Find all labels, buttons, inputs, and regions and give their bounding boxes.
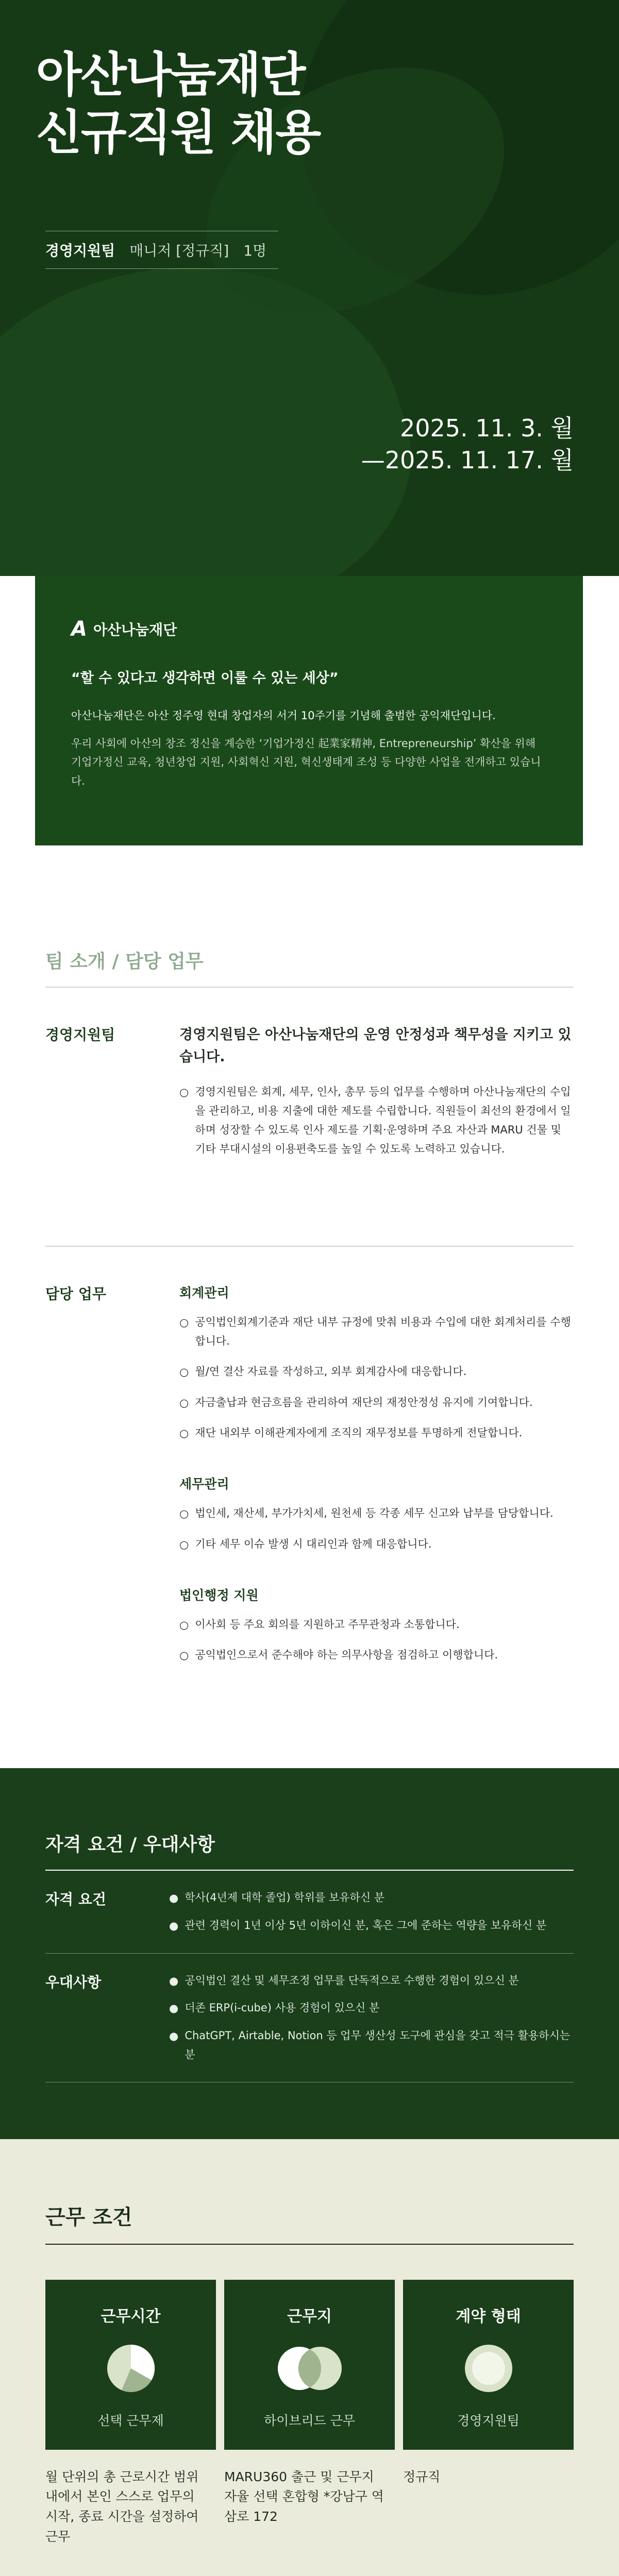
list-item (179, 1504, 574, 1523)
ring-icon (464, 2344, 513, 2393)
bullet-icon: ● (169, 2030, 179, 2043)
bullet-icon: ○ (179, 1086, 189, 1099)
list-item-text: ChatGPT, Airtable, Notion 등 업무 생산성 도구에 관심을 갖고 적극 활용하시는 분 (185, 2029, 571, 2061)
card-title: 근무시간 (101, 2307, 161, 2326)
foundation-intro-card (35, 576, 583, 845)
list-item-text: 기타 세무 이슈 발생 시 대리인과 함께 대응합니다. (195, 1537, 432, 1550)
bullet-icon: ● (169, 1919, 179, 1932)
card-description: 월 단위의 총 근로시간 범위 내에서 본인 스스로 업무의 시작, 종료 시간을 설정하여 근무 (45, 2469, 199, 2544)
conditions-section (0, 2139, 619, 2576)
date-end: —2025. 11. 17. 월 (361, 446, 574, 474)
team-body-text: 경영지원팀은 회계, 세무, 인사, 총무 등의 업무를 수행하며 아산나눔재단의 수입을 관리하고, 비용 지출에 대한 제도를 수립합니다. 직원들이 최선의 환경에서 일하며 성장할 수 있도록 인사 제도를 기획·운영하며 주요 자산과 MARU 건물 및 기타 부대시설의 이용편축도를 높일 수 있도록 노력하고 있습니다. (195, 1086, 571, 1155)
venn-diagram-icon (276, 2344, 343, 2393)
list-item (179, 1423, 574, 1443)
application-period (361, 412, 574, 476)
list-item-text: 공익법인으로서 준수해야 하는 의무사항을 점검하고 이행합니다. (195, 1649, 498, 1662)
row-label: 자격 요건 (45, 1891, 106, 1908)
condition-card (45, 2280, 216, 2547)
requirements-row (45, 1871, 574, 1954)
list-item-text: 공익법인 결산 및 세무조정 업무를 단독적으로 수행한 경험이 있으신 분 (185, 1974, 519, 1987)
card-subtitle: 하이브리드 근무 (264, 2413, 355, 2428)
card-description: 정규직 (403, 2469, 441, 2484)
title-line-1: 아산나눔재단 (36, 47, 305, 103)
hero-banner (0, 0, 619, 576)
duty-group-title: 세무관리 (179, 1477, 229, 1492)
preferences-row (45, 1954, 574, 2082)
list-item (169, 2026, 574, 2064)
list-item-text: 자금출납과 현금흐름을 관리하여 재단의 재정안정성 유지에 기여합니다. (195, 1396, 533, 1409)
list-item-text: 관련 경력이 1년 이상 5년 이하이신 분, 혹은 그에 준하는 역량을 보유하신 분 (185, 1919, 547, 1931)
team-lead-text: 경영지원팀은 아산나눔재단의 운영 안정성과 책무성을 지키고 있습니다. (179, 1027, 572, 1065)
qualification-section (0, 1768, 619, 2139)
card-subtitle: 경영지원팀 (457, 2413, 520, 2428)
bullet-icon: ○ (179, 1427, 189, 1440)
position-label: 매니저 [정규직] (129, 242, 229, 259)
list-item-text: 공익법인회계기준과 재단 내부 규정에 맞춰 비용과 수입에 대한 회계처리를 수행합니다. (195, 1316, 571, 1348)
title-line-2: 신규직원 채용 (36, 105, 321, 161)
list-item (169, 1916, 574, 1936)
list-item (169, 1998, 574, 2018)
role-summary (45, 231, 278, 269)
list-item (169, 1888, 574, 1908)
duties-row (45, 1283, 574, 1665)
condition-card (224, 2280, 395, 2547)
logo-a-icon: A (71, 617, 87, 641)
logo-text: 아산나눔재단 (93, 621, 177, 638)
bullet-icon: ○ (179, 1649, 189, 1662)
section-heading: 근무 조건 (45, 2201, 574, 2245)
department-label: 경영지원팀 (45, 242, 115, 259)
list-item (179, 1313, 574, 1351)
section-heading: 자격 요건 / 우대사항 (45, 1830, 574, 1871)
bullet-icon: ○ (179, 1618, 189, 1631)
bullet-icon: ○ (179, 1507, 189, 1520)
condition-cards (45, 2280, 574, 2547)
duty-group-title: 법인행정 지원 (179, 1587, 259, 1603)
foundation-mission: 우리 사회에 아산의 창조 정신을 계승한 ‘기업가정신 起業家精神, Entrepreneurship’ 확산을 위해 기업가정신 교육, 청년창업 지원, 사회혁신 지원, 혁신생태계 조성 등 다양한 사업을 전개하고 있습니다. (71, 737, 541, 788)
foundation-intro: 아산나눔재단은 아산 정주영 현대 창업자의 서거 10주기를 기념해 출범한 공익재단입니다. (71, 709, 496, 722)
divider (45, 1246, 574, 1247)
row-label: 우대사항 (45, 1973, 102, 1991)
list-item (179, 1393, 574, 1413)
team-section (0, 865, 619, 1665)
bullet-icon: ○ (179, 1365, 189, 1378)
bullet-icon: ● (169, 2002, 179, 2015)
bullet-icon: ○ (179, 1316, 189, 1329)
bullet-icon: ● (169, 1974, 179, 1987)
row-label: 담당 업무 (45, 1285, 106, 1303)
headcount-label: 1명 (243, 242, 267, 259)
list-item-text: 재단 내외부 이해관계자에게 조직의 재무정보를 투명하게 전달합니다. (195, 1427, 523, 1439)
list-item (179, 1082, 574, 1158)
list-item-text: 더존 ERP(i-cube) 사용 경험이 있으신 분 (185, 2002, 380, 2014)
bullet-icon: ○ (179, 1538, 189, 1551)
page-title (36, 46, 320, 162)
section-heading: 팀 소개 / 담당 업무 (45, 947, 574, 988)
duty-group-title: 회계관리 (179, 1285, 229, 1301)
bullet-icon: ● (169, 1892, 179, 1905)
row-label: 경영지원팀 (45, 1026, 115, 1043)
list-item-text: 법인세, 재산세, 부가가치세, 원천세 등 각종 세무 신고와 납부를 담당합니다. (195, 1507, 554, 1520)
list-item (179, 1615, 574, 1635)
card-description: MARU360 출근 및 근무지 자율 선택 혼합형 *강남구 역삼로 172 (224, 2469, 384, 2524)
card-title: 계약 형태 (456, 2307, 521, 2326)
list-item-text: 이사회 등 주요 회의를 지원하고 주무관청과 소통합니다. (195, 1618, 460, 1631)
foundation-quote: “할 수 있다고 생각하면 이룰 수 있는 세상” (71, 670, 339, 686)
team-intro-row (45, 1024, 574, 1158)
list-item-text: 학사(4년제 대학 졸업) 학위를 보유하신 분 (185, 1891, 385, 1904)
card-subtitle: 선택 근무제 (97, 2413, 164, 2428)
foundation-logo (71, 617, 547, 641)
date-start: 2025. 11. 3. 월 (399, 414, 574, 442)
list-item (179, 1362, 574, 1382)
pie-chart-icon (106, 2344, 156, 2393)
condition-card (403, 2280, 574, 2547)
list-item-text: 월/연 결산 자료를 작성하고, 외부 회계감사에 대응합니다. (195, 1365, 467, 1378)
list-item (179, 1646, 574, 1665)
bullet-icon: ○ (179, 1396, 189, 1409)
list-item (179, 1535, 574, 1554)
list-item (169, 1971, 574, 1991)
card-title: 근무지 (287, 2307, 332, 2326)
